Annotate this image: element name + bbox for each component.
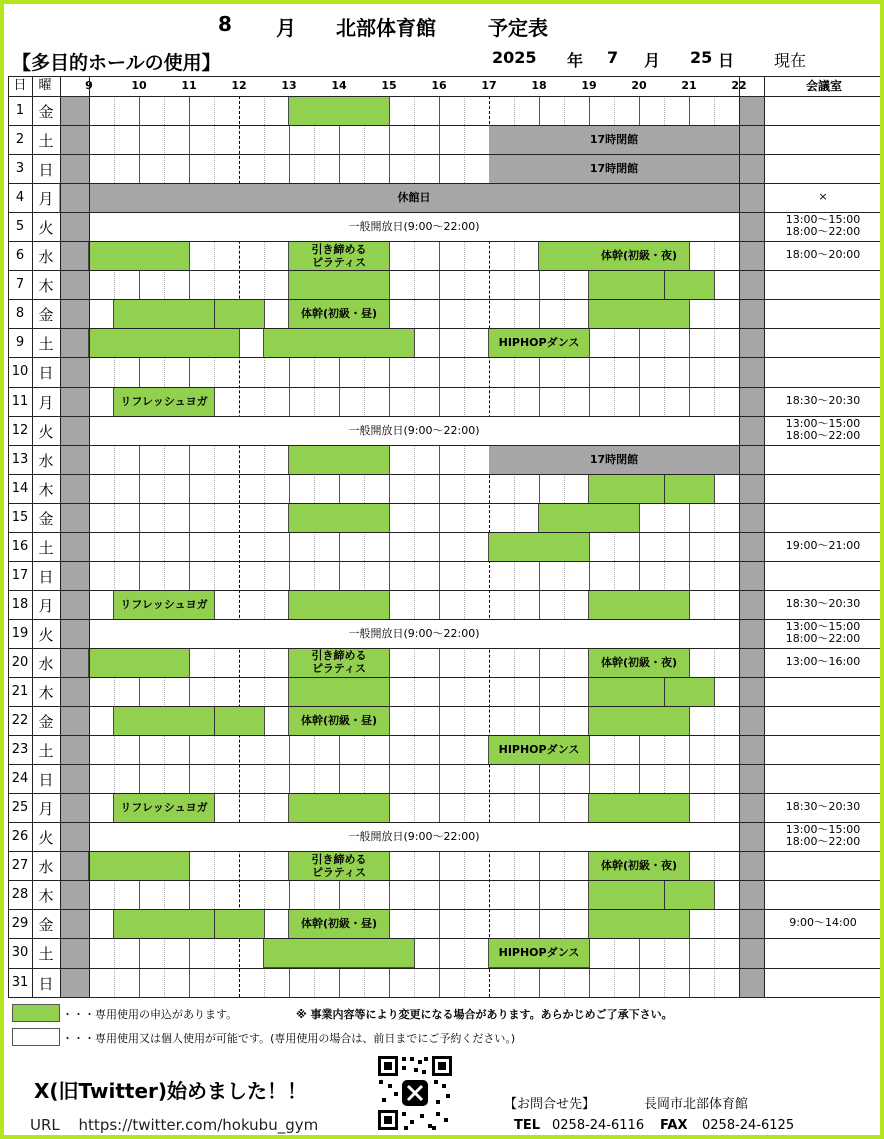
block-split	[214, 707, 215, 735]
reserved-block	[589, 881, 714, 909]
day-number: 15	[11, 509, 29, 525]
asof-year: 2025	[492, 48, 537, 67]
column-line	[89, 76, 90, 997]
event-label: 休館日	[397, 191, 431, 205]
day-number: 26	[11, 829, 29, 845]
row-line	[8, 677, 884, 678]
day-number: 31	[11, 974, 29, 990]
reserved-block	[589, 910, 689, 938]
asof-day-unit: 日	[718, 51, 735, 70]
block-split	[664, 271, 665, 299]
room-booking: 9:00～14:00	[789, 916, 857, 930]
row-line	[8, 125, 884, 126]
block-split	[214, 300, 215, 328]
day-number: 10	[11, 364, 29, 380]
room-booking: 13:00～16:00	[785, 654, 861, 668]
event-label: HIPHOPダンス	[498, 743, 580, 757]
header-hour-16: 16	[431, 79, 447, 92]
day-number: 6	[15, 248, 25, 264]
reserved-block	[114, 300, 264, 328]
reserved-block	[89, 852, 189, 880]
day-number: 20	[11, 654, 29, 670]
row-line	[8, 503, 884, 504]
day-number: 29	[11, 916, 29, 932]
reserved-block	[539, 504, 639, 532]
weekday: 日	[38, 364, 54, 383]
header-hour-13: 13	[281, 79, 297, 92]
row-line	[8, 706, 884, 707]
weekday: 日	[38, 771, 54, 790]
day-number: 30	[11, 945, 29, 961]
weekday: 土	[38, 538, 54, 557]
reserved-block	[589, 591, 689, 619]
row-line	[8, 154, 884, 155]
room-booking: 18:30～20:30	[785, 393, 861, 407]
twitter-url[interactable]: https://twitter.com/hokubu_gym	[78, 1116, 319, 1134]
row-line	[8, 851, 884, 852]
header-hour-12: 12	[231, 79, 247, 92]
event-label: リフレッシュヨガ	[120, 597, 208, 611]
event-label: 体幹(初級・昼)	[300, 714, 378, 728]
block-split	[664, 881, 665, 909]
row-line	[8, 619, 884, 620]
weekday: 月	[38, 393, 54, 412]
event-label: HIPHOPダンス	[498, 336, 580, 350]
day-number: 1	[15, 103, 25, 118]
row-line	[8, 909, 884, 910]
column-line	[32, 76, 33, 997]
weekday: 火	[38, 422, 54, 441]
room-booking: 19:00～21:00	[785, 538, 861, 552]
reserved-block	[264, 329, 414, 357]
row-line	[8, 212, 884, 213]
event-label: 引き締める ピラティス	[311, 852, 367, 879]
row-line	[8, 648, 884, 649]
header-weekday: 曜	[38, 78, 52, 93]
header-hour-15: 15	[381, 79, 397, 92]
weekday: 水	[38, 858, 54, 877]
header-hour-14: 14	[331, 79, 347, 92]
row-line	[8, 270, 884, 271]
header-hour-19: 19	[581, 79, 597, 92]
day-number: 16	[11, 538, 29, 554]
weekday: 金	[38, 916, 54, 935]
weekday: 日	[38, 161, 54, 180]
row-line	[8, 793, 884, 794]
title-doc: 予定表	[488, 16, 548, 40]
weekday: 火	[38, 625, 54, 644]
fax-number: 0258-24-6125	[702, 1118, 795, 1133]
header-top-line	[8, 76, 884, 77]
event-label: リフレッシュヨガ	[120, 801, 208, 815]
section-title: 【多目的ホールの使用】	[12, 52, 221, 74]
weekday: 木	[38, 277, 54, 296]
header-hour-21: 21	[681, 79, 697, 92]
header-hour-18: 18	[531, 79, 547, 92]
reserved-block	[289, 678, 389, 706]
reserved-block	[589, 300, 689, 328]
header-hour-10: 10	[131, 79, 147, 92]
row-line	[8, 590, 884, 591]
event-label: 一般開放日(9:00～22:00)	[348, 423, 480, 437]
weekday: 木	[38, 887, 54, 906]
reserved-block	[114, 910, 264, 938]
event-label: 引き締める ピラティス	[311, 242, 367, 269]
weekday: 土	[38, 945, 54, 964]
room-booking: 18:00～20:00	[785, 248, 861, 262]
event-label: 体幹(初級・夜)	[600, 859, 678, 873]
room-booking: 18:30～20:30	[785, 800, 861, 814]
row-line	[8, 968, 884, 969]
reserved-block	[289, 794, 389, 822]
reserved-block	[589, 794, 689, 822]
row-line	[8, 357, 884, 358]
contact-label: 【お問合せ先】	[504, 1097, 596, 1112]
header-hour-11: 11	[181, 79, 197, 92]
weekday: 土	[38, 335, 54, 354]
twitter-url-row	[30, 1116, 318, 1134]
reserved-block	[89, 649, 189, 677]
asof-month: 7	[607, 48, 619, 67]
asof-month-unit: 月	[644, 51, 661, 70]
header-hour-22: 22	[731, 79, 747, 92]
contact-name: 長岡市北部体育館	[644, 1097, 749, 1112]
url-label: URL	[30, 1116, 60, 1134]
asof-year-unit: 年	[567, 51, 584, 70]
block-split	[664, 475, 665, 503]
day-number: 24	[11, 771, 29, 787]
day-number: 22	[11, 713, 29, 729]
day-number: 27	[11, 858, 29, 874]
row-line	[8, 183, 884, 184]
day-number: 18	[11, 596, 29, 612]
reserved-block	[589, 475, 714, 503]
weekday: 月	[38, 800, 54, 819]
reserved-block	[114, 707, 264, 735]
row-line	[8, 474, 884, 475]
event-label: 体幹(初級・夜)	[600, 655, 678, 669]
weekday: 木	[38, 684, 54, 702]
event-label: 一般開放日(9:00～22:00)	[348, 220, 480, 234]
weekday: 金	[38, 103, 54, 121]
row-line	[8, 997, 884, 998]
room-booking: ×	[818, 190, 828, 204]
row-line	[8, 387, 884, 388]
event-label: 17時閉館	[589, 162, 639, 176]
column-line	[8, 76, 9, 997]
room-booking: 13:00～15:00 18:00～22:00	[785, 823, 861, 849]
reserved-block	[289, 446, 389, 474]
row-line	[8, 735, 884, 736]
right-closed-strip	[739, 96, 764, 997]
weekday: 金	[38, 509, 54, 528]
weekday: 金	[38, 306, 54, 325]
day-number: 17	[11, 567, 29, 583]
day-number: 4	[15, 190, 25, 206]
reserved-block	[264, 939, 414, 967]
day-number: 7	[15, 277, 25, 293]
day-number: 9	[15, 335, 25, 351]
day-number: 11	[11, 393, 29, 409]
weekday: 水	[38, 248, 54, 267]
row-line	[8, 822, 884, 823]
weekday: 日	[38, 567, 54, 586]
legend-white-text: ・・・専用使用又は個人使用が可能です。(専用使用の場合は、前日までにご予約ください。)	[62, 1032, 516, 1045]
column-line	[60, 76, 61, 997]
title-facility: 北部体育館	[336, 16, 436, 40]
day-number: 3	[15, 161, 25, 177]
room-booking: 13:00～15:00 18:00～22:00	[785, 416, 861, 442]
row-line	[8, 328, 884, 329]
fax-label: FAX	[660, 1118, 688, 1133]
day-number: 21	[11, 684, 29, 699]
event-label: 体幹(初級・夜)	[600, 249, 678, 263]
title-month: 8	[218, 12, 232, 36]
block-split	[664, 678, 665, 706]
title-month-unit: 月	[276, 16, 296, 40]
row-line	[8, 938, 884, 939]
day-number: 12	[11, 422, 29, 438]
reserved-block	[589, 678, 714, 706]
legend-green-swatch	[12, 1004, 60, 1022]
day-number: 23	[11, 742, 29, 758]
legend-notice: ※ 事業内容等により変更になる場合があります。あらかじめご了承下さい。	[296, 1008, 673, 1021]
weekday: 水	[38, 451, 54, 470]
legend-white-swatch	[12, 1028, 60, 1046]
reserved-block	[289, 591, 389, 619]
event-label: リフレッシュヨガ	[120, 394, 208, 408]
weekday: 金	[38, 713, 54, 732]
day-number: 14	[11, 480, 29, 496]
reserved-block	[289, 271, 389, 299]
column-line	[739, 76, 740, 997]
room-booking: 13:00～15:00 18:00～22:00	[785, 619, 861, 645]
twitter-announcement: X(旧Twitter)始めました！！	[34, 1079, 308, 1103]
header-hour-9: 9	[85, 79, 93, 92]
reserved-block	[289, 504, 389, 532]
reserved-block	[89, 242, 189, 270]
tel-number: 0258-24-6116	[552, 1118, 645, 1133]
event-label: 一般開放日(9:00～22:00)	[348, 626, 480, 640]
day-number: 13	[11, 451, 29, 467]
event-label: 一般開放日(9:00～22:00)	[348, 830, 480, 844]
header-day: 日	[13, 78, 27, 93]
weekday: 土	[38, 742, 54, 761]
row-line	[8, 241, 884, 242]
event-label: 17時閉館	[589, 452, 639, 466]
column-line	[764, 76, 765, 997]
reserved-block	[89, 329, 239, 357]
weekday: 火	[38, 219, 54, 238]
asof-suffix: 現在	[774, 51, 807, 70]
reserved-block	[289, 97, 389, 125]
day-number: 25	[11, 800, 29, 816]
weekday: 火	[38, 829, 54, 848]
reserved-block	[589, 271, 714, 299]
reserved-block	[589, 707, 689, 735]
asof-day: 25	[690, 48, 713, 67]
tel-label: TEL	[514, 1118, 541, 1133]
room-booking: 18:30～20:30	[785, 596, 861, 610]
schedule-grid	[4, 4, 884, 1139]
weekday: 月	[38, 596, 54, 615]
weekday: 土	[38, 132, 54, 151]
row-line	[8, 416, 884, 417]
qr-code	[376, 1054, 454, 1132]
day-number: 5	[15, 219, 25, 235]
day-number: 19	[11, 625, 29, 641]
day-number: 8	[15, 306, 25, 322]
row-line	[8, 96, 884, 97]
row-line	[8, 764, 884, 765]
header-room: 会議室	[805, 79, 842, 93]
legend-green-text: ・・・専用使用の申込があります。	[62, 1008, 238, 1021]
left-closed-strip	[60, 96, 89, 997]
weekday: 木	[38, 480, 54, 499]
event-label: HIPHOPダンス	[498, 946, 580, 960]
weekday: 水	[38, 654, 54, 673]
row-line	[8, 880, 884, 881]
header-hour-20: 20	[631, 79, 647, 92]
day-number: 2	[15, 132, 25, 148]
header-hour-17: 17	[481, 79, 497, 92]
row-line	[8, 445, 884, 446]
block-split	[214, 910, 215, 938]
event-label: 引き締める ピラティス	[311, 649, 367, 676]
reserved-block	[489, 533, 589, 561]
row-line	[8, 532, 884, 533]
event-label: 17時閉館	[589, 133, 639, 147]
weekday: 月	[38, 190, 54, 209]
event-label: 体幹(初級・昼)	[300, 307, 378, 321]
event-label: 体幹(初級・昼)	[300, 917, 378, 931]
weekday: 日	[38, 974, 54, 993]
day-number: 28	[11, 887, 29, 903]
room-booking: 13:00～15:00 18:00～22:00	[785, 213, 861, 239]
row-line	[8, 561, 884, 562]
row-line	[8, 299, 884, 300]
